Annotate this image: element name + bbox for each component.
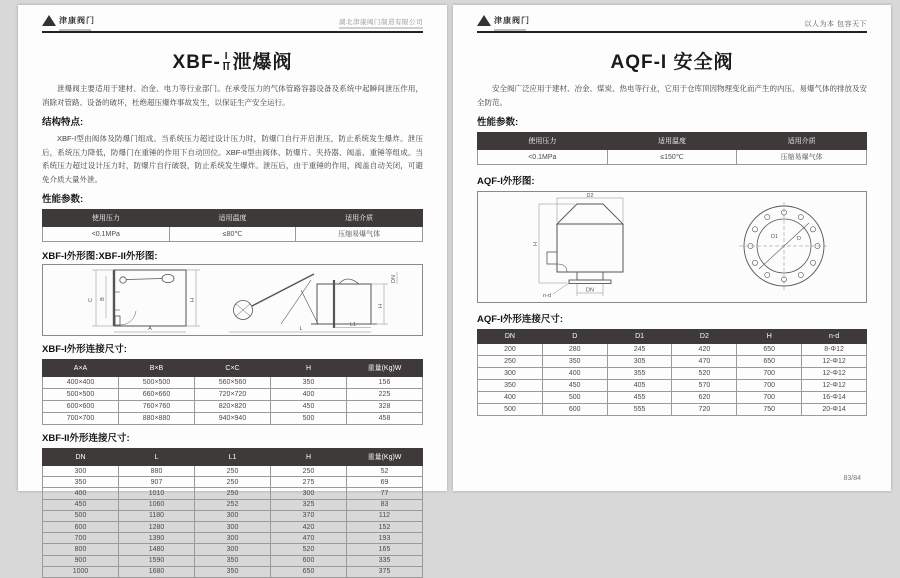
table-header-row <box>43 210 423 227</box>
table-cell: 112 <box>347 510 423 521</box>
table-cell: 650 <box>737 344 802 356</box>
page-title <box>42 47 423 74</box>
table-cell: 1390 <box>119 533 195 544</box>
column-header: H <box>737 330 802 344</box>
table-cell: 500 <box>43 510 119 521</box>
table-cell: 77 <box>347 488 423 499</box>
dim-label-l: L <box>299 326 303 332</box>
dims2-heading: XBF-II外形连接尺寸: <box>42 433 130 444</box>
table-row <box>43 227 423 242</box>
table-cell: 600×600 <box>43 401 119 413</box>
table-cell: 880 <box>119 466 195 477</box>
features-heading: 结构特点: <box>42 117 84 128</box>
table-cell: 275 <box>271 477 347 488</box>
table-row <box>43 499 423 510</box>
table-cell: 555 <box>607 404 672 416</box>
table-cell: 400×400 <box>43 377 119 389</box>
table-row <box>43 544 423 555</box>
table-cell: <0.1MPa <box>43 227 170 242</box>
table-cell: 820×820 <box>195 401 271 413</box>
table-cell: 700 <box>737 392 802 404</box>
table-cell: 300 <box>271 488 347 499</box>
aqf1-dimensions-table <box>477 329 867 416</box>
column-header: H <box>271 360 347 377</box>
table-cell: 1280 <box>119 521 195 532</box>
params-heading: 性能参数: <box>477 117 519 128</box>
table-cell: 520 <box>672 368 737 380</box>
table-cell: 760×760 <box>119 401 195 413</box>
column-header: H <box>271 449 347 466</box>
catalog-page-right <box>453 5 891 491</box>
table-row <box>478 380 867 392</box>
table-cell: 325 <box>271 499 347 510</box>
outline-drawing-panel <box>477 191 867 303</box>
diagram1-heading: XBF-I外形图: <box>42 251 99 262</box>
table-row <box>478 368 867 380</box>
column-header: D1 <box>607 330 672 344</box>
table-cell: 500 <box>542 392 607 404</box>
table-cell: 8-Φ12 <box>802 344 867 356</box>
aqf1-top-view-drawing <box>719 194 849 300</box>
table-cell: 355 <box>607 368 672 380</box>
table-cell: 600 <box>271 555 347 566</box>
logo-text: 津康阀门 <box>494 16 530 25</box>
dim-label-c: C <box>88 298 94 302</box>
table-cell: 300 <box>195 544 271 555</box>
column-header: 使用压力 <box>478 133 608 150</box>
outline-drawings-panel <box>42 264 423 336</box>
table-cell: 156 <box>347 377 423 389</box>
table-cell: 370 <box>271 510 347 521</box>
table-cell: 12-Φ12 <box>802 356 867 368</box>
table-cell: 压缩易爆气体 <box>737 150 867 165</box>
table-header-row <box>43 360 423 377</box>
dims-heading: AQF-I外形连接尺寸: <box>477 314 564 325</box>
table-cell: 1180 <box>119 510 195 521</box>
catalog-page-left <box>18 5 447 576</box>
table-cell: 940×940 <box>195 413 271 425</box>
table-cell: 375 <box>347 566 423 577</box>
company-name-subline <box>339 27 423 29</box>
table-cell: 1000 <box>43 566 119 577</box>
table-cell: 1590 <box>119 555 195 566</box>
table-cell: 405 <box>607 380 672 392</box>
table-row <box>43 401 423 413</box>
dim-label-h: H <box>533 242 539 246</box>
table-row <box>43 488 423 499</box>
dim-label-dn: DN <box>391 275 397 283</box>
title-denominator: II <box>222 62 231 74</box>
table-cell: <0.1MPa <box>478 150 608 165</box>
dim-label-nd: n-d <box>543 293 551 299</box>
table-cell: 570 <box>672 380 737 392</box>
column-header: n-d <box>802 330 867 344</box>
table-header-row <box>478 133 867 150</box>
column-header: C×C <box>195 360 271 377</box>
table-cell: 520 <box>271 544 347 555</box>
company-logo <box>477 10 530 31</box>
logo-triangle-icon <box>42 15 56 26</box>
page-number: 83/84 <box>843 475 861 482</box>
column-header: A×A <box>43 360 119 377</box>
table-cell: 450 <box>271 401 347 413</box>
table-cell: 335 <box>347 555 423 566</box>
diagram-heading: AQF-I外形图: <box>477 176 535 187</box>
page-title: AQF-I 安全阀 <box>610 52 734 73</box>
table-cell: 305 <box>607 356 672 368</box>
dim-label-a: A <box>148 326 152 332</box>
table-cell: 12-Φ12 <box>802 380 867 392</box>
table-row <box>43 377 423 389</box>
column-header: B×B <box>119 360 195 377</box>
table-cell: 420 <box>672 344 737 356</box>
column-header: 适用温度 <box>169 210 296 227</box>
aqf1-elevation-drawing <box>495 194 685 300</box>
table-cell: 20-Φ14 <box>802 404 867 416</box>
dim-label-l1: L1 <box>349 322 357 328</box>
company-name-block <box>339 17 423 31</box>
table-cell: 1060 <box>119 499 195 510</box>
table-cell: 350 <box>478 380 543 392</box>
table-cell: 660×660 <box>119 389 195 401</box>
params-heading: 性能参数: <box>42 194 84 205</box>
table-cell: 1680 <box>119 566 195 577</box>
table-cell: 800 <box>43 544 119 555</box>
dim-label-d: D <box>797 236 801 242</box>
table-cell: 350 <box>542 356 607 368</box>
title-model-fraction <box>223 52 231 74</box>
table-cell: 450 <box>542 380 607 392</box>
table-cell: 152 <box>347 521 423 532</box>
column-header: 适用温度 <box>607 133 737 150</box>
table-cell: 650 <box>737 356 802 368</box>
column-header: D <box>542 330 607 344</box>
column-header: 使用压力 <box>43 210 170 227</box>
column-header: 重量(Kg)W <box>347 360 423 377</box>
xbf1-outline-drawing <box>44 266 219 334</box>
company-logo <box>42 10 95 31</box>
table-row <box>478 344 867 356</box>
table-cell: 700 <box>737 368 802 380</box>
table-cell: 560×560 <box>195 377 271 389</box>
table-cell: 250 <box>195 466 271 477</box>
table-cell: 500×500 <box>43 389 119 401</box>
title-numerator: I <box>224 50 229 62</box>
table-cell: 600 <box>542 404 607 416</box>
table-cell: 83 <box>347 499 423 510</box>
table-row <box>478 150 867 165</box>
table-cell: 12-Φ12 <box>802 368 867 380</box>
table-cell: 193 <box>347 533 423 544</box>
table-cell: 500×500 <box>119 377 195 389</box>
column-header: 适用介质 <box>296 210 423 227</box>
dim-label-d1: D1 <box>771 234 779 240</box>
table-cell: 350 <box>195 566 271 577</box>
table-row <box>43 413 423 425</box>
table-cell: 69 <box>347 477 423 488</box>
table-cell: 470 <box>672 356 737 368</box>
table-row <box>478 392 867 404</box>
table-cell: 300 <box>43 466 119 477</box>
table-row <box>43 566 423 577</box>
title-prefix: XBF- <box>172 52 221 73</box>
table-row <box>43 521 423 532</box>
table-row <box>478 356 867 368</box>
logo-subline <box>59 29 91 31</box>
table-cell: 400 <box>43 488 119 499</box>
logo-text: 津康阀门 <box>59 16 95 25</box>
xbf2-outline-drawing <box>221 266 421 334</box>
diagram2-heading: XBF-II外形图: <box>98 251 158 262</box>
table-cell: 1480 <box>119 544 195 555</box>
dim-label-d2: D2 <box>586 192 594 199</box>
dims1-heading: XBF-I外形连接尺寸: <box>42 344 127 355</box>
dim-label-h: H <box>378 304 384 308</box>
table-cell: 328 <box>347 401 423 413</box>
table-cell: 52 <box>347 466 423 477</box>
dim-label-dn: DN <box>586 287 594 294</box>
table-cell: 280 <box>542 344 607 356</box>
table-row <box>43 533 423 544</box>
features-paragraph: XBF-I型由阀体及防爆门组成。当系统压力超过设计压力时，防爆门自行开启泄压，防止系统发生爆炸。泄压后，系统压力降低，防爆门在重锤的作用下自动回位。XBF-II型由阀体、防爆片、夹持器、阀盖、重锤等组成。当系统压力超过设计压力时，防爆片自行破裂，防止系统发生爆炸。泄压后，由于重锤的作用，阀盖自动关闭，可避免介质大量外泄。 <box>42 134 423 184</box>
table-cell: 750 <box>737 404 802 416</box>
column-header: L <box>119 449 195 466</box>
table-cell: 420 <box>271 521 347 532</box>
table-cell: 165 <box>347 544 423 555</box>
table-cell: 400 <box>271 389 347 401</box>
intro-paragraph: 泄爆阀主要适用于建材、冶金、电力等行业部门。在承受压力的气体管路容器设备及系统中起瞬间泄压作用，消除对管路、设备的破坏，杜绝超压爆炸事故发生，以保证生产安全运行。 <box>42 84 423 107</box>
table-cell: 900 <box>43 555 119 566</box>
table-cell: 225 <box>347 389 423 401</box>
table-cell: 250 <box>271 466 347 477</box>
table-cell: 300 <box>195 521 271 532</box>
table-cell: 350 <box>271 377 347 389</box>
table-cell: 458 <box>347 413 423 425</box>
table-cell: 720 <box>672 404 737 416</box>
table-cell: 700×700 <box>43 413 119 425</box>
table-row <box>43 477 423 488</box>
table-row <box>43 389 423 401</box>
performance-table <box>477 132 867 165</box>
table-row <box>43 466 423 477</box>
table-cell: 245 <box>607 344 672 356</box>
table-cell: ≤150℃ <box>607 150 737 165</box>
table-cell: 455 <box>607 392 672 404</box>
table-cell: 620 <box>672 392 737 404</box>
table-cell: 700 <box>43 533 119 544</box>
table-cell: 500 <box>478 404 543 416</box>
table-cell: 16-Φ14 <box>802 392 867 404</box>
page-header <box>477 5 867 33</box>
table-cell: ≤80℃ <box>169 227 296 242</box>
table-cell: 700 <box>737 380 802 392</box>
column-header: 重量(Kg)W <box>347 449 423 466</box>
table-cell: 300 <box>195 533 271 544</box>
xbf2-dimensions-table <box>42 448 423 578</box>
table-cell: 600 <box>43 521 119 532</box>
table-cell: 300 <box>195 510 271 521</box>
table-cell: 907 <box>119 477 195 488</box>
slogan-block <box>805 19 867 31</box>
performance-table <box>42 209 423 242</box>
table-cell: 300 <box>478 368 543 380</box>
table-cell: 500 <box>271 413 347 425</box>
company-name: 湖北津康阀门制造有限公司 <box>339 19 423 26</box>
table-cell: 450 <box>43 499 119 510</box>
dim-label-b: B <box>100 297 106 301</box>
page-header <box>42 5 423 33</box>
table-cell: 250 <box>195 477 271 488</box>
table-cell: 1010 <box>119 488 195 499</box>
dim-label-h: H <box>190 298 196 302</box>
table-row <box>478 404 867 416</box>
column-header: 适用介质 <box>737 133 867 150</box>
logo-triangle-icon <box>477 15 491 26</box>
title-suffix: 泄爆阀 <box>232 52 293 73</box>
slogan-text: 以人为本 包容天下 <box>804 21 867 28</box>
table-cell: 350 <box>43 477 119 488</box>
logo-subline <box>494 29 526 31</box>
table-row <box>43 555 423 566</box>
table-row <box>43 510 423 521</box>
table-header-row <box>478 330 867 344</box>
column-header: L1 <box>195 449 271 466</box>
table-cell: 200 <box>478 344 543 356</box>
table-cell: 400 <box>478 392 543 404</box>
table-header-row <box>43 449 423 466</box>
column-header: D2 <box>672 330 737 344</box>
table-cell: 250 <box>195 488 271 499</box>
column-header: DN <box>478 330 543 344</box>
table-cell: 880×880 <box>119 413 195 425</box>
table-cell: 252 <box>195 499 271 510</box>
column-header: DN <box>43 449 119 466</box>
intro-paragraph: 安全阀广泛应用于建材、冶金、煤炭、热电等行业，它用于仓库顶因物理变化而产生的内压、易爆气体的排放及安全防范。 <box>477 84 867 107</box>
table-cell: 720×720 <box>195 389 271 401</box>
table-cell: 400 <box>542 368 607 380</box>
table-cell: 250 <box>478 356 543 368</box>
table-cell: 压缩易爆气体 <box>296 227 423 242</box>
table-cell: 350 <box>195 555 271 566</box>
table-cell: 470 <box>271 533 347 544</box>
table-cell: 650 <box>271 566 347 577</box>
xbf1-dimensions-table <box>42 359 423 425</box>
